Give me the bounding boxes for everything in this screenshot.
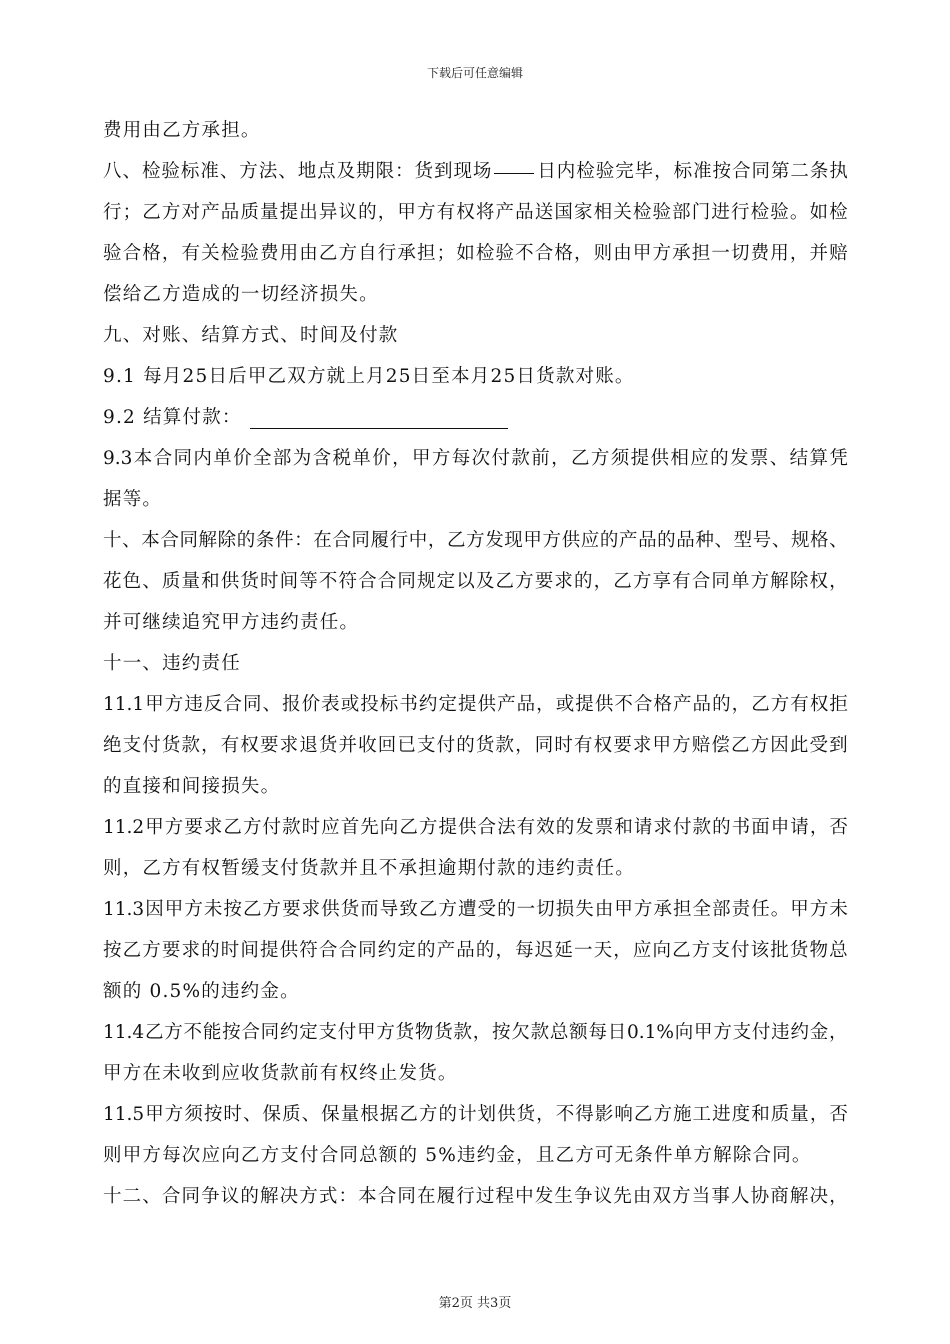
line-text: 十一、违约责任	[103, 653, 241, 674]
line-text: 额的 0.5%的违约金。	[103, 981, 300, 1002]
text-line	[103, 274, 848, 315]
page-header: 下载后可任意编辑	[426, 66, 523, 80]
line-text: 费用由乙方承担。	[103, 120, 261, 141]
fill-in-blank[interactable]	[494, 151, 534, 174]
document-body	[103, 110, 848, 1217]
line-text: 则甲方每次应向乙方支付合同总额的 5%违约金，且乙方可无条件单方解除合同。	[103, 1145, 812, 1166]
line-text: 则，乙方有权暂缓支付货款并且不承担逾期付款的违约责任。	[103, 858, 635, 879]
text-line	[103, 971, 848, 1012]
text-line: 按 乙 方 要 求 的 时 间 提 供 符 合 合 同 约 定 的 产 品 的 ， 每 迟 延 一 天 ， 应 向 乙 方 支 付 该 批 货 物 总	[103, 940, 848, 961]
page-footer: 第2页 共3页	[438, 1296, 512, 1311]
text-line: 绝 支 付 货 款 ， 有 权 要 求 退 货 并 收 回 已 支 付 的 货 款 ， 同 时 有 权 要 求 甲 方 赔 偿 乙 方 因 此 受 到	[103, 735, 848, 756]
text-line	[103, 315, 848, 356]
text-line: 11.1 甲 方 违 反 合 同 、 报 价 表 或 投 标 书 约 定 提 供 产 品 ， 或 提 供 不 合 格 产 品 的 ， 乙 方 有 权 拒	[103, 694, 848, 715]
text-line: 11.4 乙 方 不 能 按 合 同 约 定 支 付 甲 方 货 物 货 款 ， 按 欠 款 总 额 每 日 0.1% 向 甲 方 支 付 违 约 金 ，	[103, 1022, 848, 1043]
text-line	[103, 643, 848, 684]
text-line	[103, 110, 848, 151]
text-line	[103, 602, 848, 643]
line-text: 九、对账、结算方式、时间及付款	[103, 325, 399, 346]
text-line: 十 、 本 合 同 解 除 的 条 件 ： 在 合 同 履 行 中 ， 乙 方 发 现 甲 方 供 应 的 产 品 的 品 种 、 型 号 、 规 格 、	[103, 530, 848, 551]
text-line: 行 ； 乙 方 对 产 品 质 量 提 出 异 议 的 ， 甲 方 有 权 将 产 品 送 国 家 相 关 检 验 部 门 进 行 检 验 。 如 检	[103, 202, 848, 223]
text-line: 11.3 因 甲 方 未 按 乙 方 要 求 供 货 而 导 致 乙 方 遭 受 的 一 切 损 失 由 甲 方 承 担 全 部 责 任 。 甲 方 未	[103, 899, 848, 920]
line-text: 偿给乙方造成的一切经济损失。	[103, 284, 379, 305]
text-line	[103, 1053, 848, 1094]
text-line	[103, 848, 848, 889]
text-line: 十 二 、 合 同 争 议 的 解 决 方 式 ： 本 合 同 在 履 行 过 程 中 发 生 争 议 先 由 双 方 当 事 人 协 商 解 决 ，	[103, 1186, 848, 1207]
line-text: 的直接和间接损失。	[103, 776, 281, 797]
text-line	[103, 356, 848, 397]
line-text: 甲方在未收到应收货款前有权终止发货。	[103, 1063, 458, 1084]
line-text: 9.1 每月25日后甲乙双方就上月25日至本月25日货款对账。	[103, 366, 635, 387]
line-text: 9.2 结算付款：	[103, 407, 242, 428]
text-line	[103, 766, 848, 807]
fill-in-blank[interactable]	[250, 406, 508, 429]
text-line	[103, 479, 848, 520]
text-line: 11.5 甲 方 须 按 时 、 保 质 、 保 量 根 据 乙 方 的 计 划 供 货 ， 不 得 影 响 乙 方 施 工 进 度 和 质 量 ， 否	[103, 1104, 848, 1125]
text-line: 11.2 甲 方 要 求 乙 方 付 款 时 应 首 先 向 乙 方 提 供 合 法 有 效 的 发 票 和 请 求 付 款 的 书 面 申 请 ， 否	[103, 817, 848, 838]
text-line	[103, 1135, 848, 1176]
text-line: 9.3 本 合 同 内 单 价 全 部 为 含 税 单 价 ， 甲 方 每 次 付 款 前 ， 乙 方 须 提 供 相 应 的 发 票 、 结 算 凭	[103, 448, 848, 469]
text-line: 八 、 检 验 标 准 、 方 法 、 地 点 及 期 限 ： 货 到 现 场 日 内 检 验 完 毕 ， 标 准 按 合 同 第 二 条 执	[103, 151, 848, 192]
line-text: 据等。	[103, 489, 163, 510]
text-line: 验 合 格 ， 有 关 检 验 费 用 由 乙 方 自 行 承 担 ； 如 检 验 不 合 格 ， 则 由 甲 方 承 担 一 切 费 用 ， 并 赔	[103, 243, 848, 264]
line-text: 并可继续追究甲方违约责任。	[103, 612, 360, 633]
text-line	[103, 397, 848, 438]
text-line: 花 色 、 质 量 和 供 货 时 间 等 不 符 合 合 同 规 定 以 及 乙 方 要 求 的 ， 乙 方 享 有 合 同 单 方 解 除 权 ，	[103, 571, 848, 592]
